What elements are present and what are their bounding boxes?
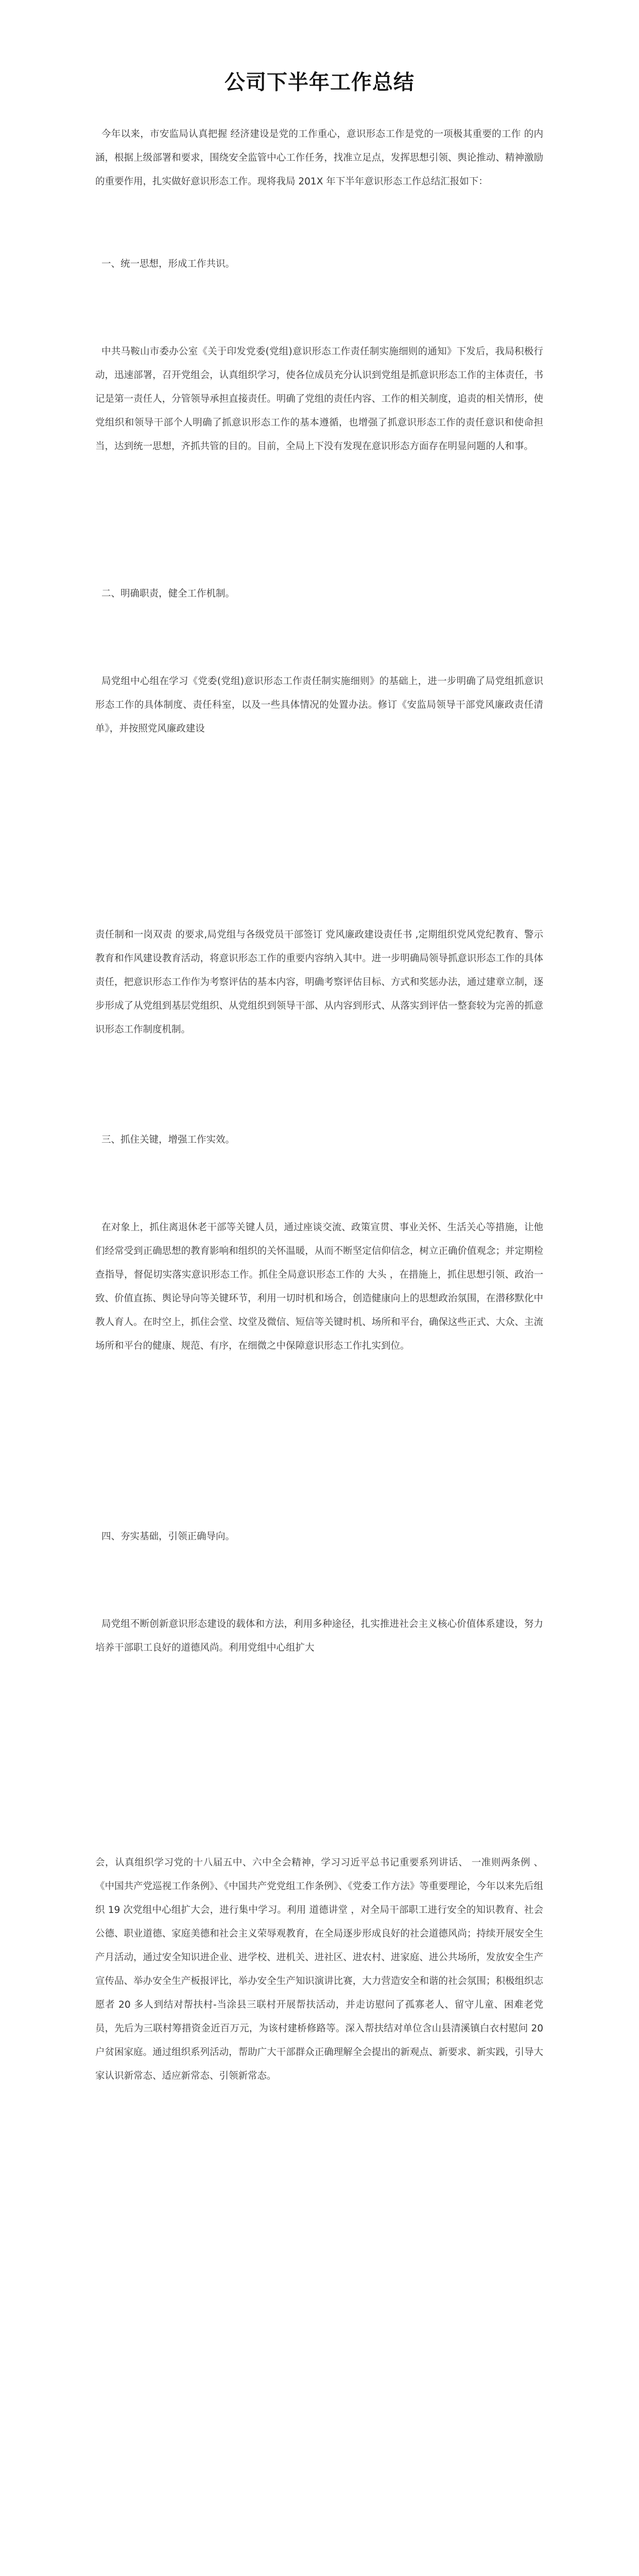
section-2-heading: 二、明确职责，健全工作机制。	[101, 588, 235, 599]
intro-paragraph: 今年以来，市安监局认真把握 经济建设是党的工作重心，意识形态工作是党的一项极其重要的工作 的内涵，根据上级部署和要求，围绕安全监管中心工作任务，找准立足点，发挥思想引领、舆论推动、精神激励的重要作用，扎实做好意识形态工作。现将我局 201X 年下半年意识形态工作总结汇报如下：	[95, 129, 543, 187]
section-2-paragraph-continued: 责任制和一岗双责 的要求,局党组与各级党员干部签订 党风廉政建设责任书 ,定期组织党风党纪教育、警示教育和作风建设教育活动，将意识形态工作的重要内容纳入其中。进一步明确局领导抓意识形态工作的具体责任，把意识形态工作作为考察评估的基本内容，明确考察评估目标、方式和奖惩办法，通过建章立制，逐步形成了从党组到基层党组织、从党组织到领导干部、从内容到形式、从落实到评估一整套较为完善的抓意识形态工作制度机制。	[95, 929, 543, 1035]
section-4-paragraph-start: 局党组不断创新意识形态建设的载体和方法，利用多种途径，扎实推进社会主义核心价值体系建设，努力培养干部职工良好的道德风尚。利用党组中心组扩大	[95, 1619, 543, 1653]
section-3-paragraph: 在对象上，抓住离退休老干部等关键人员，通过座谈交流、政策宣贯、事业关怀、生活关心等措施，让他们经常受到正确思想的教育影响和组织的关怀温暖，从而不断坚定信仰信念，树立正确价值观念；并定期检查指导，督促切实落实意识形态工作。抓住全局意识形态工作的 大头 ，在措施上，抓住思想引领、政治一致、价值直拣、舆论导向等关键环节，利用一切时机和场合，创造健康向上的思想政治氛围，在潜移默化中教人育人。在时空上，抓住会堂、坟堂及微信、短信等关键时机、场所和平台，确保这些正式、大众、主流场所和平台的健康、规范、有序，在细微之中保障意识形态工作扎实到位。	[95, 1222, 543, 1351]
section-1-paragraph: 中共马鞍山市委办公室《关于印发党委(党组)意识形态工作责任制实施细则的通知》下发后，我局积极行动，迅速部署，召开党组会，认真组织学习，使各位成员充分认识到党组是抓意识形态工作的主体责任，书记是第一责任人，分管领导承担直接责任。明确了党组的责任内容、工作的相关制度，追责的相关情形，使党组织和领导干部个人明确了抓意识形态工作的基本遵循，也增强了抓意识形态工作的责任意识和使命担当，达到统一思想，齐抓共管的目的。目前，全局上下没有发现在意识形态方面存在明显问题的人和事。	[95, 346, 543, 452]
document-title: 公司下半年工作总结	[224, 70, 415, 94]
section-1-heading: 一、统一思想，形成工作共识。	[101, 259, 235, 269]
section-4-heading: 四、夯实基础，引领正确导向。	[101, 1531, 235, 1542]
section-4-paragraph-continued: 会，认真组织学习党的十八届五中、六中全会精神，学习习近平总书记重要系列讲话、 一准则两条例 、《中国共产党巡视工作条例》、《中国共产党党组工作条例》、《党委工作方法》等重要理论，今年以来先后组织 19 次党组中心组扩大会，进行集中学习。利用 道德讲堂 ，对全局干部职工进行安全的知识教育、社会公德、职业道德、家庭美德和社会主义荣辱观教育，在全局逐步形成良好的社会道德风尚；持续开展安全生产月活动，通过安全知识进企业、进学校、进机关、进社区、进农村、进家庭、进公共场所，发放安全生产宣传品、举办安全生产板报评比，举办安全生产知识演讲比赛，大力营造安全和谐的社会氛围；积极组织志愿者 20 多人到结对帮扶村-当涂县三联村开展帮扶活动，并走访慰问了孤寡老人、留守儿童、困难老党员，先后为三联村筹措资金近百万元，为该村建桥修路等。深入帮扶结对单位含山县清溪镇白衣村慰问 20 户贫困家庭。通过组织系列活动，帮助广大干部群众正确理解全会提出的新观点、新要求、新实践，引导大家认识新常态、适应新常态、引领新常态。	[95, 1857, 543, 2081]
section-2-paragraph-start: 局党组中心组在学习《党委(党组)意识形态工作责任制实施细则》的基础上，进一步明确了局党组抓意识形态工作的具体制度、责任科室，以及一些具体情况的处置办法。修订《安监局领导干部党风廉政责任清单》，并按照党风廉政建设	[95, 676, 543, 734]
section-3-heading: 三、抓住关键，增强工作实效。	[101, 1134, 235, 1145]
